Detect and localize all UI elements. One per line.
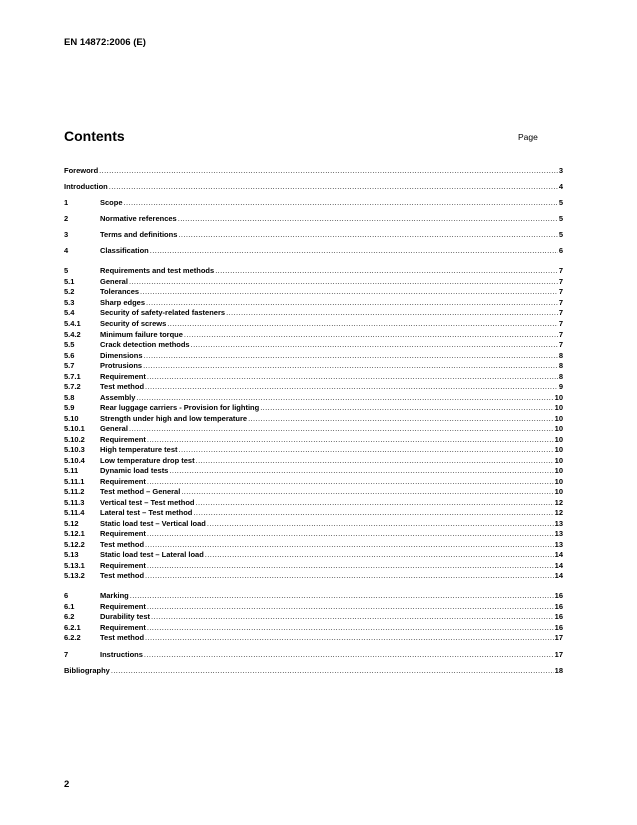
toc-entry-title[interactable]: Foreword — [64, 166, 99, 175]
dot-leader — [144, 650, 554, 660]
toc-entry-title[interactable]: Security of safety-related fasteners — [100, 308, 226, 317]
toc-entry-title[interactable]: Requirement — [100, 372, 146, 381]
dot-leader — [145, 540, 554, 550]
toc-entry-number: 5.12.1 — [64, 529, 85, 538]
toc-entry-title[interactable]: Static load test – Lateral load — [100, 550, 204, 559]
toc-entry-number: 5 — [64, 266, 69, 275]
toc-entry-number: 5.7 — [64, 361, 75, 370]
toc-entry-number: 5.10.1 — [64, 424, 85, 433]
toc-entry-number: 5.4 — [64, 308, 75, 317]
toc-entry[interactable] — [64, 230, 563, 240]
toc-entry[interactable] — [64, 287, 563, 297]
toc-entry-page: 10 — [554, 435, 563, 444]
toc-entry-title[interactable]: Dynamic load tests — [100, 466, 169, 475]
toc-entry-number: 5.10.4 — [64, 456, 85, 465]
toc-entry-page: 8 — [558, 361, 563, 370]
toc-entry[interactable] — [64, 351, 563, 361]
toc-entry-page: 13 — [554, 540, 563, 549]
toc-entry-number: 5.9 — [64, 403, 75, 412]
toc-entry-page: 6 — [558, 246, 563, 255]
toc-entry-page: 14 — [554, 550, 563, 559]
toc-entry[interactable] — [64, 372, 563, 382]
toc-entry-title[interactable]: Crack detection methods — [100, 340, 190, 349]
toc-entry-page: 5 — [558, 230, 563, 239]
toc-entry[interactable] — [64, 166, 563, 176]
dot-leader — [147, 477, 554, 487]
toc-entry-number: 7 — [64, 650, 69, 659]
toc-entry-page: 10 — [554, 445, 563, 454]
dot-leader — [248, 414, 554, 424]
toc-entry[interactable] — [64, 561, 563, 571]
toc-entry-page: 10 — [554, 424, 563, 433]
dot-leader — [178, 230, 557, 240]
dot-leader — [178, 214, 558, 224]
toc-entry-number: 5.8 — [64, 393, 75, 402]
toc-entry-page: 8 — [558, 351, 563, 360]
page-number: 2 — [64, 779, 70, 790]
toc-entry[interactable] — [64, 591, 563, 601]
toc-entry-page: 10 — [554, 414, 563, 423]
toc-entry-number: 5.6 — [64, 351, 75, 360]
toc-entry[interactable] — [64, 650, 563, 660]
toc-entry-number: 5.12.2 — [64, 540, 85, 549]
toc-entry[interactable] — [64, 540, 563, 550]
dot-leader — [111, 666, 554, 676]
toc-entry[interactable] — [64, 330, 563, 340]
toc-entry-page: 8 — [558, 372, 563, 381]
toc-entry-page: 7 — [558, 298, 563, 307]
toc-entry[interactable] — [64, 519, 563, 529]
dot-leader — [205, 550, 554, 560]
toc-entry-page: 10 — [554, 393, 563, 402]
toc-entry-number: 5.13.1 — [64, 561, 85, 570]
toc-entry-page: 7 — [558, 319, 563, 328]
toc-entry-number: 5.4.2 — [64, 330, 81, 339]
dot-leader — [109, 182, 558, 192]
toc-entry-number: 5.11.4 — [64, 508, 85, 517]
toc-entry-title[interactable]: Marking — [100, 591, 129, 600]
toc-entry-title[interactable]: Test method — [100, 382, 145, 391]
toc-entry-title[interactable]: Test method — [100, 633, 145, 642]
toc-entry[interactable] — [64, 182, 563, 192]
toc-entry-page: 10 — [554, 466, 563, 475]
toc-entry-title[interactable]: Classification — [100, 246, 149, 255]
toc-entry-page: 4 — [558, 182, 563, 191]
toc-entry-title[interactable]: Test method — [100, 571, 145, 580]
toc-entry-page: 16 — [554, 623, 563, 632]
toc-entry-title[interactable]: Lateral test – Test method — [100, 508, 193, 517]
toc-entry-title[interactable]: Assembly — [100, 393, 136, 402]
dot-leader — [99, 166, 558, 176]
toc-entry[interactable] — [64, 612, 563, 622]
toc-entry-page: 7 — [558, 308, 563, 317]
dot-leader — [193, 508, 553, 518]
toc-entry-title[interactable]: General — [100, 277, 128, 286]
toc-entry-page: 12 — [554, 508, 563, 517]
toc-entry-page: 10 — [554, 456, 563, 465]
toc-entry[interactable] — [64, 435, 563, 445]
toc-entry-title[interactable]: Low temperature drop test — [100, 456, 195, 465]
toc-entry-title[interactable]: Test method — [100, 540, 145, 549]
toc-entry[interactable] — [64, 633, 563, 643]
toc-entry-number: 6.2.2 — [64, 633, 81, 642]
dot-leader — [151, 612, 554, 622]
toc-entry-number: 5.10 — [64, 414, 79, 423]
toc-entry-title[interactable]: Static load test – Vertical load — [100, 519, 206, 528]
toc-entry-page: 13 — [554, 519, 563, 528]
toc-entry-number: 3 — [64, 230, 69, 239]
toc-entry-page: 7 — [558, 287, 563, 296]
toc-entry[interactable] — [64, 246, 563, 256]
toc-entry-number: 5.1 — [64, 277, 75, 286]
toc-entry-number: 5.2 — [64, 287, 75, 296]
dot-leader — [196, 456, 554, 466]
toc-entry-page: 13 — [554, 529, 563, 538]
dot-leader — [169, 466, 553, 476]
toc-entry-title[interactable]: Terms and definitions — [100, 230, 178, 239]
toc-entry-title[interactable]: Durability test — [100, 612, 151, 621]
toc-entry-page: 16 — [554, 612, 563, 621]
dot-leader — [150, 246, 558, 256]
toc-entry[interactable] — [64, 550, 563, 560]
dot-leader — [147, 561, 554, 571]
dot-leader — [167, 319, 558, 329]
document-id: EN 14872:2006 (E) — [64, 37, 146, 48]
toc-entry[interactable] — [64, 666, 563, 676]
toc-entry[interactable] — [64, 445, 563, 455]
toc-entry[interactable] — [64, 298, 563, 308]
dot-leader — [140, 287, 558, 297]
toc-entry-page: 17 — [554, 650, 563, 659]
toc-entry[interactable] — [64, 571, 563, 581]
toc-entry[interactable] — [64, 477, 563, 487]
dot-leader — [145, 633, 554, 643]
toc-entry-title[interactable]: Introduction — [64, 182, 108, 191]
dot-leader — [144, 351, 558, 361]
dot-leader — [147, 372, 558, 382]
toc-entry[interactable] — [64, 623, 563, 633]
toc-entry-number: 1 — [64, 198, 69, 207]
toc-entry-title[interactable]: Sharp edges — [100, 298, 146, 307]
toc-entry-title[interactable]: Requirements and test methods — [100, 266, 215, 275]
toc-entry-title[interactable]: Dimensions — [100, 351, 143, 360]
toc-entry-number: 5.13.2 — [64, 571, 85, 580]
toc-entry[interactable] — [64, 361, 563, 371]
dot-leader — [195, 498, 553, 508]
toc-entry-title[interactable]: Requirement — [100, 529, 146, 538]
toc-entry-page: 5 — [558, 198, 563, 207]
toc-entry-page: 14 — [554, 561, 563, 570]
toc-entry-number: 2 — [64, 214, 69, 223]
toc-entry-title[interactable]: Security of screws — [100, 319, 167, 328]
toc-entry-title[interactable]: Scope — [100, 198, 123, 207]
toc-entry-page: 5 — [558, 214, 563, 223]
toc-entry-page: 10 — [554, 403, 563, 412]
toc-entry-title[interactable]: Minimum failure torque — [100, 330, 183, 339]
toc-entry-title[interactable]: Vertical test – Test method — [100, 498, 195, 507]
toc-entry-title[interactable]: Requirement — [100, 435, 146, 444]
dot-leader — [136, 393, 553, 403]
dot-leader — [179, 445, 554, 455]
toc-entry-number: 4 — [64, 246, 69, 255]
dot-leader — [215, 266, 558, 276]
toc-entry-number: 5.4.1 — [64, 319, 81, 328]
toc-entry[interactable] — [64, 414, 563, 424]
dot-leader — [129, 424, 554, 434]
dot-leader — [147, 623, 554, 633]
toc-entry[interactable] — [64, 602, 563, 612]
toc-entry-number: 5.11.2 — [64, 487, 85, 496]
dot-leader — [191, 340, 558, 350]
dot-leader — [147, 529, 554, 539]
toc-entry-page: 18 — [554, 666, 563, 675]
dot-leader — [207, 519, 554, 529]
toc-entry-title[interactable]: Tolerances — [100, 287, 140, 296]
dot-leader — [184, 330, 558, 340]
contents-title: Contents — [64, 128, 125, 144]
toc-entry[interactable] — [64, 319, 563, 329]
toc-entry-title[interactable]: Test method – General — [100, 487, 181, 496]
toc-entry[interactable] — [64, 214, 563, 224]
toc-entry-title[interactable]: Instructions — [100, 650, 143, 659]
toc-entry-page: 3 — [558, 166, 563, 175]
toc-entry[interactable] — [64, 456, 563, 466]
toc-entry-title[interactable]: Requirement — [100, 477, 146, 486]
toc-entry-title[interactable]: General — [100, 424, 128, 433]
toc-entry-title[interactable]: Requirement — [100, 602, 146, 611]
toc-entry[interactable] — [64, 424, 563, 434]
toc-entry-page: 9 — [558, 382, 563, 391]
toc-entry-number: 5.10.3 — [64, 445, 85, 454]
toc-entry[interactable] — [64, 466, 563, 476]
dot-leader — [181, 487, 553, 497]
toc-entry[interactable] — [64, 382, 563, 392]
dot-leader — [260, 403, 553, 413]
toc-entry-number: 5.12 — [64, 519, 79, 528]
dot-leader — [147, 602, 554, 612]
toc-entry-page: 7 — [558, 340, 563, 349]
toc-entry-number: 5.7.1 — [64, 372, 81, 381]
toc-entry[interactable] — [64, 498, 563, 508]
toc-entry-number: 6.1 — [64, 602, 75, 611]
toc-entry-page: 16 — [554, 591, 563, 600]
dot-leader — [143, 361, 558, 371]
toc-entry-title[interactable]: Protrusions — [100, 361, 143, 370]
toc-entry-title[interactable]: Normative references — [100, 214, 177, 223]
toc-entry-title[interactable]: High temperature test — [100, 445, 178, 454]
toc-entry-number: 6.2 — [64, 612, 75, 621]
toc-entry[interactable] — [64, 340, 563, 350]
toc-entry-title[interactable]: Requirement — [100, 561, 146, 570]
toc-entry-page: 7 — [558, 277, 563, 286]
toc-entry[interactable] — [64, 508, 563, 518]
toc-entry-number: 5.11.1 — [64, 477, 85, 486]
dot-leader — [124, 198, 558, 208]
toc-entry-title[interactable]: Strength under high and low temperature — [100, 414, 248, 423]
toc-entry-title[interactable]: Rear luggage carriers - Provision for lighting — [100, 403, 260, 412]
toc-entry-page: 14 — [554, 571, 563, 580]
toc-entry[interactable] — [64, 308, 563, 318]
toc-entry-number: 5.5 — [64, 340, 75, 349]
toc-entry-page: 16 — [554, 602, 563, 611]
toc-entry-page: 10 — [554, 487, 563, 496]
dot-leader — [146, 298, 558, 308]
dot-leader — [130, 591, 554, 601]
dot-leader — [145, 382, 558, 392]
toc-entry-number: 5.11.3 — [64, 498, 85, 507]
toc-entry-page: 17 — [554, 633, 563, 642]
toc-entry-number: 5.7.2 — [64, 382, 81, 391]
toc-entry[interactable] — [64, 198, 563, 208]
dot-leader — [129, 277, 558, 287]
dot-leader — [147, 435, 554, 445]
toc-entry[interactable] — [64, 277, 563, 287]
toc-entry[interactable] — [64, 393, 563, 403]
toc-entry[interactable] — [64, 266, 563, 276]
toc-entry[interactable] — [64, 487, 563, 497]
dot-leader — [226, 308, 558, 318]
toc-entry-title[interactable]: Bibliography — [64, 666, 110, 675]
toc-entry-page: 7 — [558, 330, 563, 339]
toc-entry-page: 12 — [554, 498, 563, 507]
toc-entry-number: 5.11 — [64, 466, 79, 475]
toc-entry-number: 6.2.1 — [64, 623, 81, 632]
toc-entry-number: 6 — [64, 591, 69, 600]
toc-entry[interactable] — [64, 529, 563, 539]
toc-entry-number: 5.10.2 — [64, 435, 85, 444]
dot-leader — [145, 571, 554, 581]
page-column-label: Page — [518, 132, 538, 142]
toc-entry-page: 7 — [558, 266, 563, 275]
toc-entry-title[interactable]: Requirement — [100, 623, 146, 632]
toc-entry-page: 10 — [554, 477, 563, 486]
toc-entry-number: 5.13 — [64, 550, 79, 559]
toc-entry-number: 5.3 — [64, 298, 75, 307]
toc-entry[interactable] — [64, 403, 563, 413]
